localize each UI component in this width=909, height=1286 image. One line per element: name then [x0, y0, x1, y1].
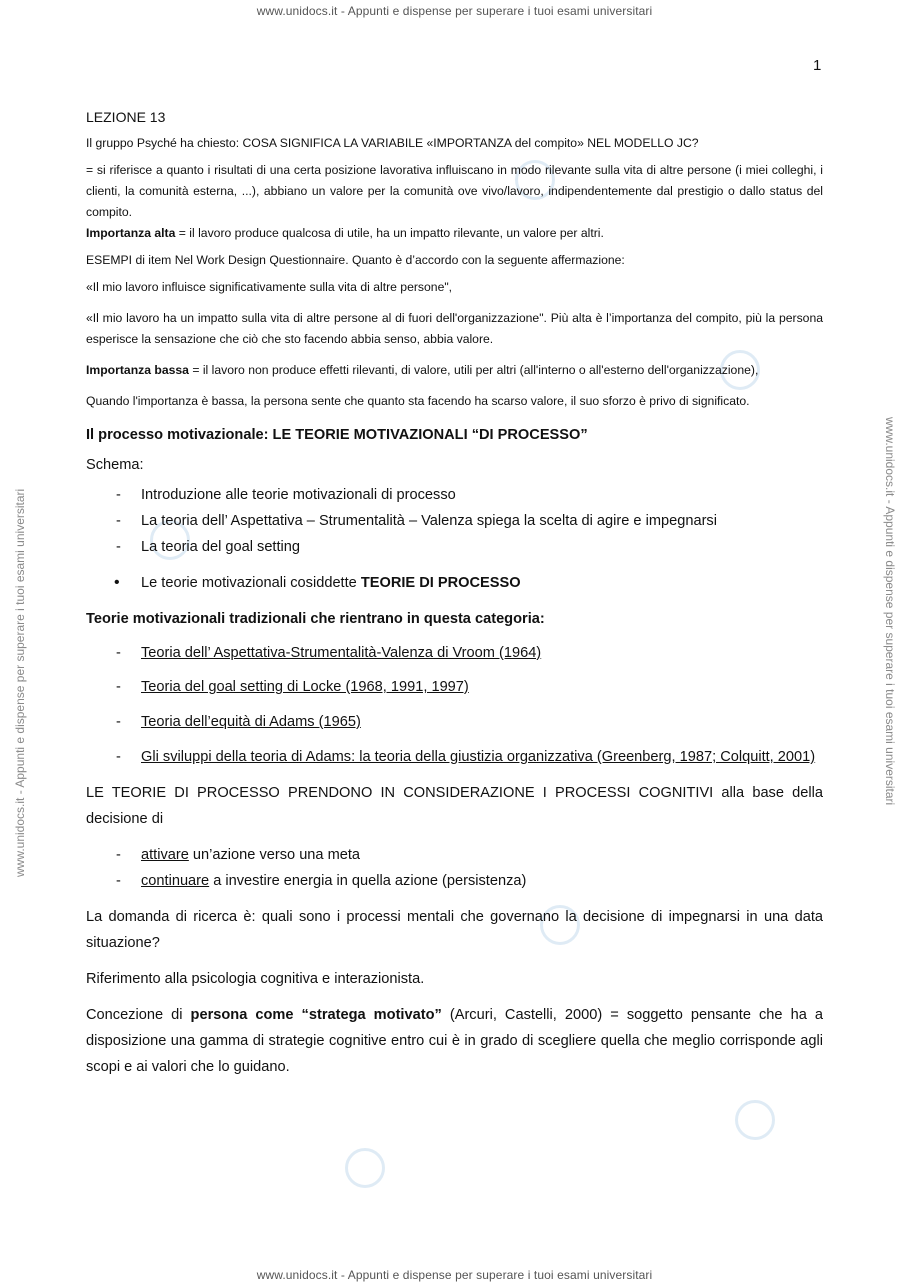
item-2-text: «Il mio lavoro ha un impatto sulla vita di altre persone al di fuori dell'organizzazione". [86, 311, 547, 325]
item-2-followup: Più alta è l’importanza del compito, più la persona esperisce la sensazione che ciò che sto facendo abbia senso, abbia valore. [86, 311, 823, 346]
watermark-header: www.unidocs.it - Appunti e dispense per superare i tuoi esami universitari [256, 4, 653, 18]
cognitive-paragraph: LE TEORIE DI PROCESSO PRENDONO IN CONSIDERAZIONE I PROCESSI COGNITIVI alla base della decisione di [86, 785, 823, 827]
watermark-footer: www.unidocs.it - Appunti e dispense per superare i tuoi esami universitari [256, 1268, 653, 1282]
actions-list [86, 842, 823, 894]
quando-bassa-text: Quando l'importanza è bassa, la persona sente che quanto sta facendo ha scarso valore, il suo sforzo è privo di significato. [86, 394, 750, 408]
concezione-pre: Concezione di [86, 1007, 191, 1023]
list-item: - La teoria del goal setting [86, 534, 823, 560]
bullet-bold: TEORIE DI PROCESSO [360, 575, 521, 591]
list-item: - Gli sviluppi della teoria di Adams: la teoria della giustizia organizzativa (Greenberg, 1987; Colquitt, 2001) [86, 744, 823, 770]
importanza-bassa-text: = il lavoro non produce effetti rilevanti, di valore, utili per altri (all'interno o all'esterno dell'organizzazione), [188, 363, 759, 377]
reference-text: Riferimento alla psicologia cognitiva e interazionista. [86, 971, 425, 987]
importanza-alta-label: Importanza alta [86, 226, 176, 240]
importanza-bassa-label: Importanza bassa [86, 363, 189, 377]
esempi-text: ESEMPI di item Nel Work Design Questionnaire. Quanto è d’accordo con la seguente affermazione: [86, 253, 625, 267]
list-item [86, 570, 823, 596]
page-number: 1 [813, 57, 822, 74]
importanza-alta-text: = il lavoro produce qualcosa di utile, ha un impatto rilevante, un valore per altri. [175, 226, 604, 240]
list-item: - Teoria dell’equità di Adams (1965) [86, 709, 823, 735]
schema-label: Schema: [86, 457, 144, 473]
importanza-bassa [86, 360, 823, 381]
bullet-plain: Le teorie motivazionali cosiddette [141, 575, 361, 591]
document-body [86, 109, 823, 1080]
traditional-heading: Teorie motivazionali tradizionali che rientrano in questa categoria: [86, 611, 545, 627]
action-underlined: continuare [141, 873, 210, 889]
lesson-title: LEZIONE 13 [86, 109, 166, 125]
item-2 [86, 308, 823, 350]
theories-list [86, 640, 823, 770]
concezione-bold: persona come “stratega motivato” [190, 1007, 442, 1023]
action-rest: a investire energia in quella azione (persistenza) [209, 873, 527, 889]
list-item [86, 842, 823, 868]
concezione-text [86, 1002, 823, 1080]
watermark-logo-icon [345, 1148, 385, 1188]
list-item: - Teoria dell’ Aspettativa-Strumentalità-Valenza di Vroom (1964) [86, 640, 823, 666]
section-heading-plain: Il processo motivazionale: [86, 427, 273, 443]
list-item: - La teoria dell’ Aspettativa – Strumentalità – Valenza spiega la scelta di agire e impegnarsi [86, 508, 823, 534]
list-item [86, 868, 823, 894]
action-rest: un’azione verso una meta [188, 847, 361, 863]
watermark-logo-icon [735, 1100, 775, 1140]
concezione-post: (Arcuri, Castelli, 2000) = soggetto pensante che ha a disposizione una gamma di strategie cognitive entro cui è in grado di scegliere quella che meglio corrisponde agli scopi e ai valori che lo guidano. [86, 1007, 823, 1075]
definition-text [86, 160, 823, 244]
list-item: - Teoria del goal setting di Locke (1968, 1991, 1997) [86, 674, 823, 700]
watermark-side-left: www.unidocs.it - Appunti e dispense per superare i tuoi esami universitari [13, 488, 27, 877]
list-item: - Introduzione alle teorie motivazionali di processo [86, 482, 823, 508]
watermark-side-right: www.unidocs.it - Appunti e dispense per superare i tuoi esami universitari [883, 417, 897, 806]
item-1: «Il mio lavoro influisce significativamente sulla vita di altre persone", [86, 280, 453, 294]
section-heading [86, 422, 823, 448]
research-question: La domanda di ricerca è: quali sono i processi mentali che governano la decisione di impegnarsi in una data situazione? [86, 909, 823, 951]
question-text: Il gruppo Psyché ha chiesto: COSA SIGNIFICA LA VARIABILE «IMPORTANZA del compito» NEL MODELLO JC? [86, 136, 699, 150]
schema-list [86, 482, 823, 560]
definition-body: = si riferisce a quanto i risultati di una certa posizione lavorativa influiscano in modo rilevante sulla vita di altre persone (i miei colleghi, i clienti, la comunità esterna, ...), abbiano un valore per la comunità ove vivo/lavoro, indipendentemente dal prestigio o dallo status del compito. [86, 163, 823, 219]
section-heading-bold: LE TEORIE MOTIVAZIONALI “DI PROCESSO” [272, 427, 588, 443]
action-underlined: attivare [141, 847, 189, 863]
bullet-list [86, 570, 823, 596]
